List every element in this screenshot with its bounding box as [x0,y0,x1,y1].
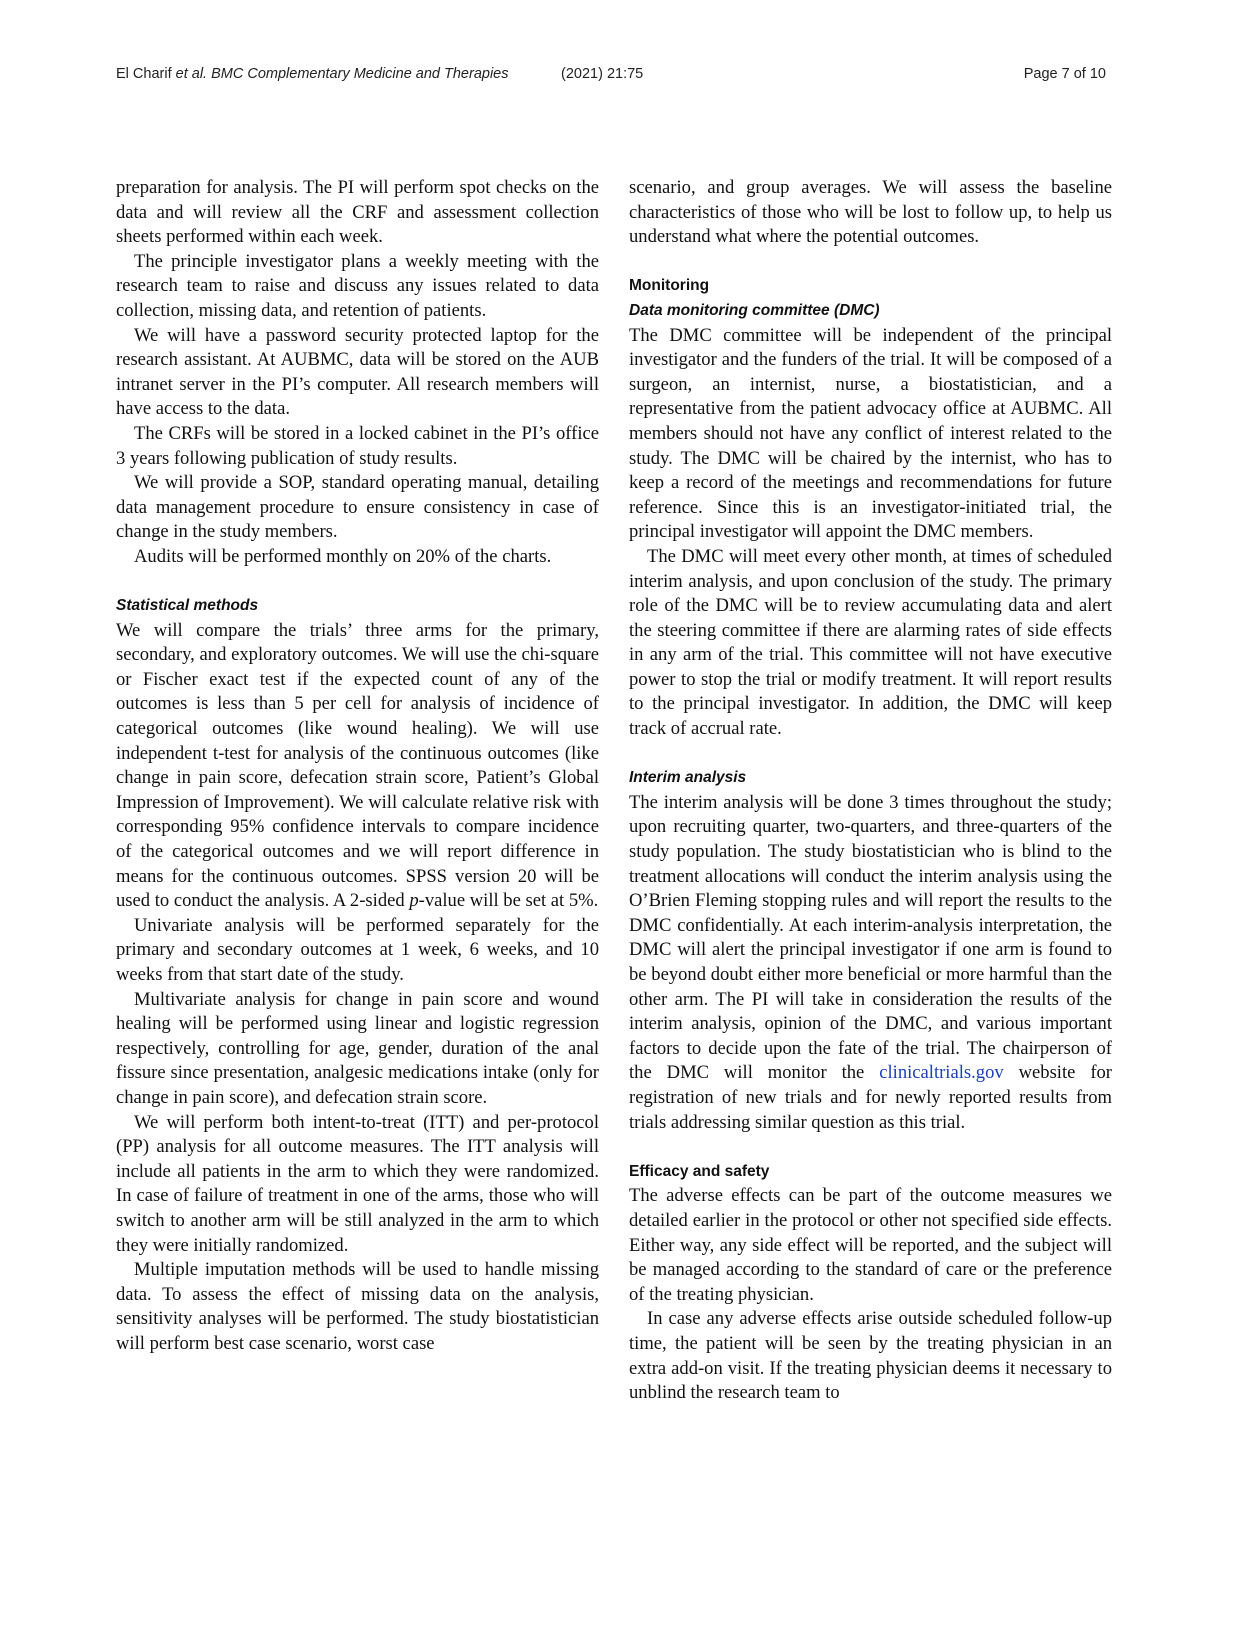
section-gap [629,742,1112,767]
running-head [116,66,1106,90]
paragraph: Univariate analysis will be performed separately for the primary and secondary outcomes at 1 week, 6 weeks, and 10 weeks from that start date of the study. [116,914,599,985]
section-gap [116,570,599,595]
dmc-heading: Data monitoring committee (DMC) [629,301,880,319]
right-column [629,176,1112,1406]
statistical-methods-heading: Statistical methods [116,597,259,615]
monitoring-heading: Monitoring [629,277,710,295]
paragraph: The DMC committee will be independent of the principal investigator and the funders of the trial. It will be composed of a surgeon, an internist, nurse, a biostatistician, and a representative from the patient advocacy office at AUBMC. All members should not have any conflict of interest related to the study. The DMC will be chaired by the internist, who has to keep a record of the meetings and recommendations for future reference. Since this is an investigator-initiated trial, the principal investigator will appoint the DMC members. [629,324,1112,543]
paragraph: Multiple imputation methods will be used to handle missing data. To assess the effect of missing data on the analysis, sensitivity analyses will be performed. The study biostatistician will perform best case scenario, worst case [116,1259,599,1354]
paragraph: We will compare the trials’ three arms for the primary, secondary, and exploratory outcomes. We will use the chi-square or Fischer exact test if the expected count of any of the outcomes is less than 5 per cell for analysis of incidence of categorical outcomes (like wound healing). We will use independent t-test for analysis of the continuous outcomes (like change in pain score, defecation strain score, Patient’s Global Impression of Improvement). We will calculate relative risk with corresponding 95% confidence intervals to compare incidence of the categorical outcomes and we will report difference in means for the continuous outcomes. SPSS version 20 will be used to conduct the analysis. A 2-sided p-value will be set at 5%. [116,619,599,912]
paragraph: The adverse effects can be part of the outcome measures we detailed earlier in the protocol or other not specified side effects. Either way, any side effect will be reported, and the subject will be managed according to the standard of care or the preference of the treating physician. [629,1185,1112,1305]
paragraph: We will have a password security protected laptop for the research assistant. At AUBMC, data will be stored on the AUB intranet server in the PI’s computer. All research members will have access to the data. [116,324,599,420]
interim-analysis-heading: Interim analysis [629,769,747,787]
paragraph: scenario, and group averages. We will assess the baseline characteristics of those who will be lost to follow up, to help us understand what where the potential outcomes. [629,177,1112,248]
section-gap [629,1135,1112,1160]
paragraph: Audits will be performed monthly on 20% of the charts. [134,545,552,567]
paragraph: The interim analysis will be done 3 times throughout the study; upon recruiting quarter, two-quarters, and three-quarters of the study population. The study biostatistician who is blind to the treatment allocations will conduct the interim analysis using the O’Brien Fleming stopping rules and will report the results to the DMC confidentially. At each interim-analysis interpretation, the DMC will alert the principal investigator if one arm is found to be beyond doubt either more beneficial or more harmful than the other arm. The PI will take in consideration the results of the interim analysis, opinion of the DMC, and various important factors to decide upon the fate of the trial. The chairperson of the DMC will monitor the clinicaltrials.gov website for registration of new trials and for newly reported results from trials addressing similar question as this trial. [629,791,1113,1133]
paragraph: The DMC will meet every other month, at times of scheduled interim analysis, and upon conclusion of the study. The primary role of the DMC will be to review accumulating data and alert the steering committee if there are alarming rates of side effects in any arm of the trial. This committee will not have executive power to stop the trial or modify treatment. It will report results to the principal investigator. In addition, the DMC will keep track of accrual rate. [629,545,1112,740]
clinicaltrials-link[interactable]: clinicaltrials.gov [879,1062,1004,1084]
left-column [116,176,599,1357]
section-gap [629,250,1112,275]
paragraph: The principle investigator plans a weekly meeting with the research team to raise and discuss any issues related to data collection, missing data, and retention of patients. [116,250,599,321]
paragraph: We will perform both intent-to-treat (ITT) and per-protocol (PP) analysis for all outcome measures. The ITT analysis will include all patients in the arm to which they were randomized. In case of failure of treatment in one of the arms, those who will switch to another arm will be still analyzed in the arm to which they were initially randomized. [116,1111,599,1256]
running-head-citation: El Charif et al. BMC Complementary Medicine and Therapies [116,66,509,82]
paragraph: The CRFs will be stored in a locked cabinet in the PI’s office 3 years following publication of study results. [116,422,599,469]
paragraph: preparation for analysis. The PI will perform spot checks on the data and will review all the CRF and assessment collection sheets performed within each week. [116,177,599,248]
paragraph: We will provide a SOP, standard operating manual, detailing data management procedure to ensure consistency in case of change in the study members. [116,472,599,543]
efficacy-safety-heading: Efficacy and safety [629,1162,770,1180]
paragraph: Multivariate analysis for change in pain score and wound healing will be performed using linear and logistic regression respectively, controlling for age, gender, duration of the anal fissure since presentation, analgesic medications intake (only for change in pain score), and defecation strain score. [116,988,599,1108]
paragraph: In case any adverse effects arise outside scheduled follow-up time, the patient will be seen by the treating physician in an extra add-on visit. If the treating physician deems it necessary to unblind the research team to [629,1308,1112,1404]
page-number: Page 7 of 10 [1023,66,1106,82]
running-head-volume: (2021) 21:75 [561,66,644,82]
